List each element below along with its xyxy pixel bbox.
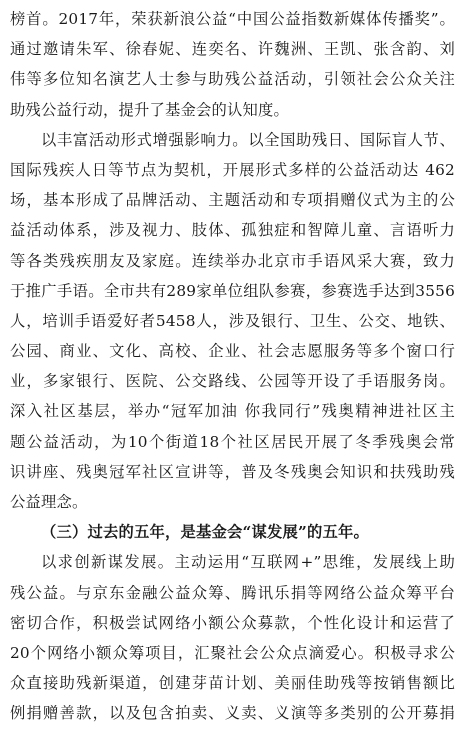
text-line: 残公益。与京东金融公益众筹、腾讯乐捐等网络公益众筹平台	[10, 583, 455, 602]
text-line: 人，培训手语爱好者5458人，涉及银行、卫生、公交、地铁、	[10, 311, 455, 330]
text-line: 助残公益行动，提升了基金会的认知度。	[10, 100, 289, 119]
text-line: 业，多家银行、医院、公交路线、公园等开设了手语服务岗。	[10, 372, 455, 391]
text-line: 例捐赠善款，以及包含拍卖、义卖、义演等多类别的公开募捐	[10, 704, 455, 723]
text-line: 公园、商业、文化、高校、企业、社会志愿服务等多个窗口行	[10, 342, 455, 361]
text-line: 国际残疾人日等节点为契机，开展形式多样的公益活动达 462	[10, 160, 455, 179]
text-line: 题公益活动，为10个街道18个社区居民开展了冬季残奥会常	[10, 432, 455, 451]
text-line: 密切合作，积极尝试网络小额公众募款，个性化设计和运营了	[10, 613, 455, 632]
text-line: 以求创新谋发展。主动运用“互联网+”思维，发展线上助	[41, 553, 455, 572]
text-line: 识讲座、残奥冠军社区宣讲等，普及冬残奥会知识和扶残助残	[10, 462, 455, 481]
text-line: 于推广手语。全市共有289家单位组队参赛，参赛选手达到3556	[10, 281, 455, 300]
text-line: 众直接助残新渠道，创建芽苗计划、美丽佳助残等按销售额比	[10, 674, 455, 693]
text-line: 深入社区基层，举办“冠军加油 你我同行”残奥精神进社区主	[10, 402, 455, 421]
text-line: 20个网络小额众筹项目，汇聚社会公众点滴爱心。积极寻求公	[10, 643, 455, 662]
text-line: 通过邀请朱军、徐春妮、连奕名、许魏洲、王凯、张含韵、刘	[10, 40, 455, 59]
text-line: 益活动体系，涉及视力、肢体、孤独症和智障儿童、言语听力	[10, 221, 455, 240]
text-line: 以丰富活动形式增强影响力。以全国助残日、国际盲人节、	[41, 130, 455, 149]
text-line: 公益理念。	[10, 493, 88, 511]
section-heading: （三）过去的五年，是基金会“谋发展”的五年。	[41, 523, 369, 542]
text-line: 伟等多位知名演艺人士参与助残公益活动，引领社会公众关注	[10, 70, 455, 89]
text-line: 等各类残疾朋友及家庭。连续举办北京市手语风采大赛，致力	[10, 251, 455, 270]
text-line: 场，基本形成了品牌活动、主题活动和专项捐赠仪式为主的公	[10, 191, 455, 210]
text-line: 榜首。2017年，荣获新浪公益“中国公益指数新媒体传播奖”。	[10, 10, 455, 28]
